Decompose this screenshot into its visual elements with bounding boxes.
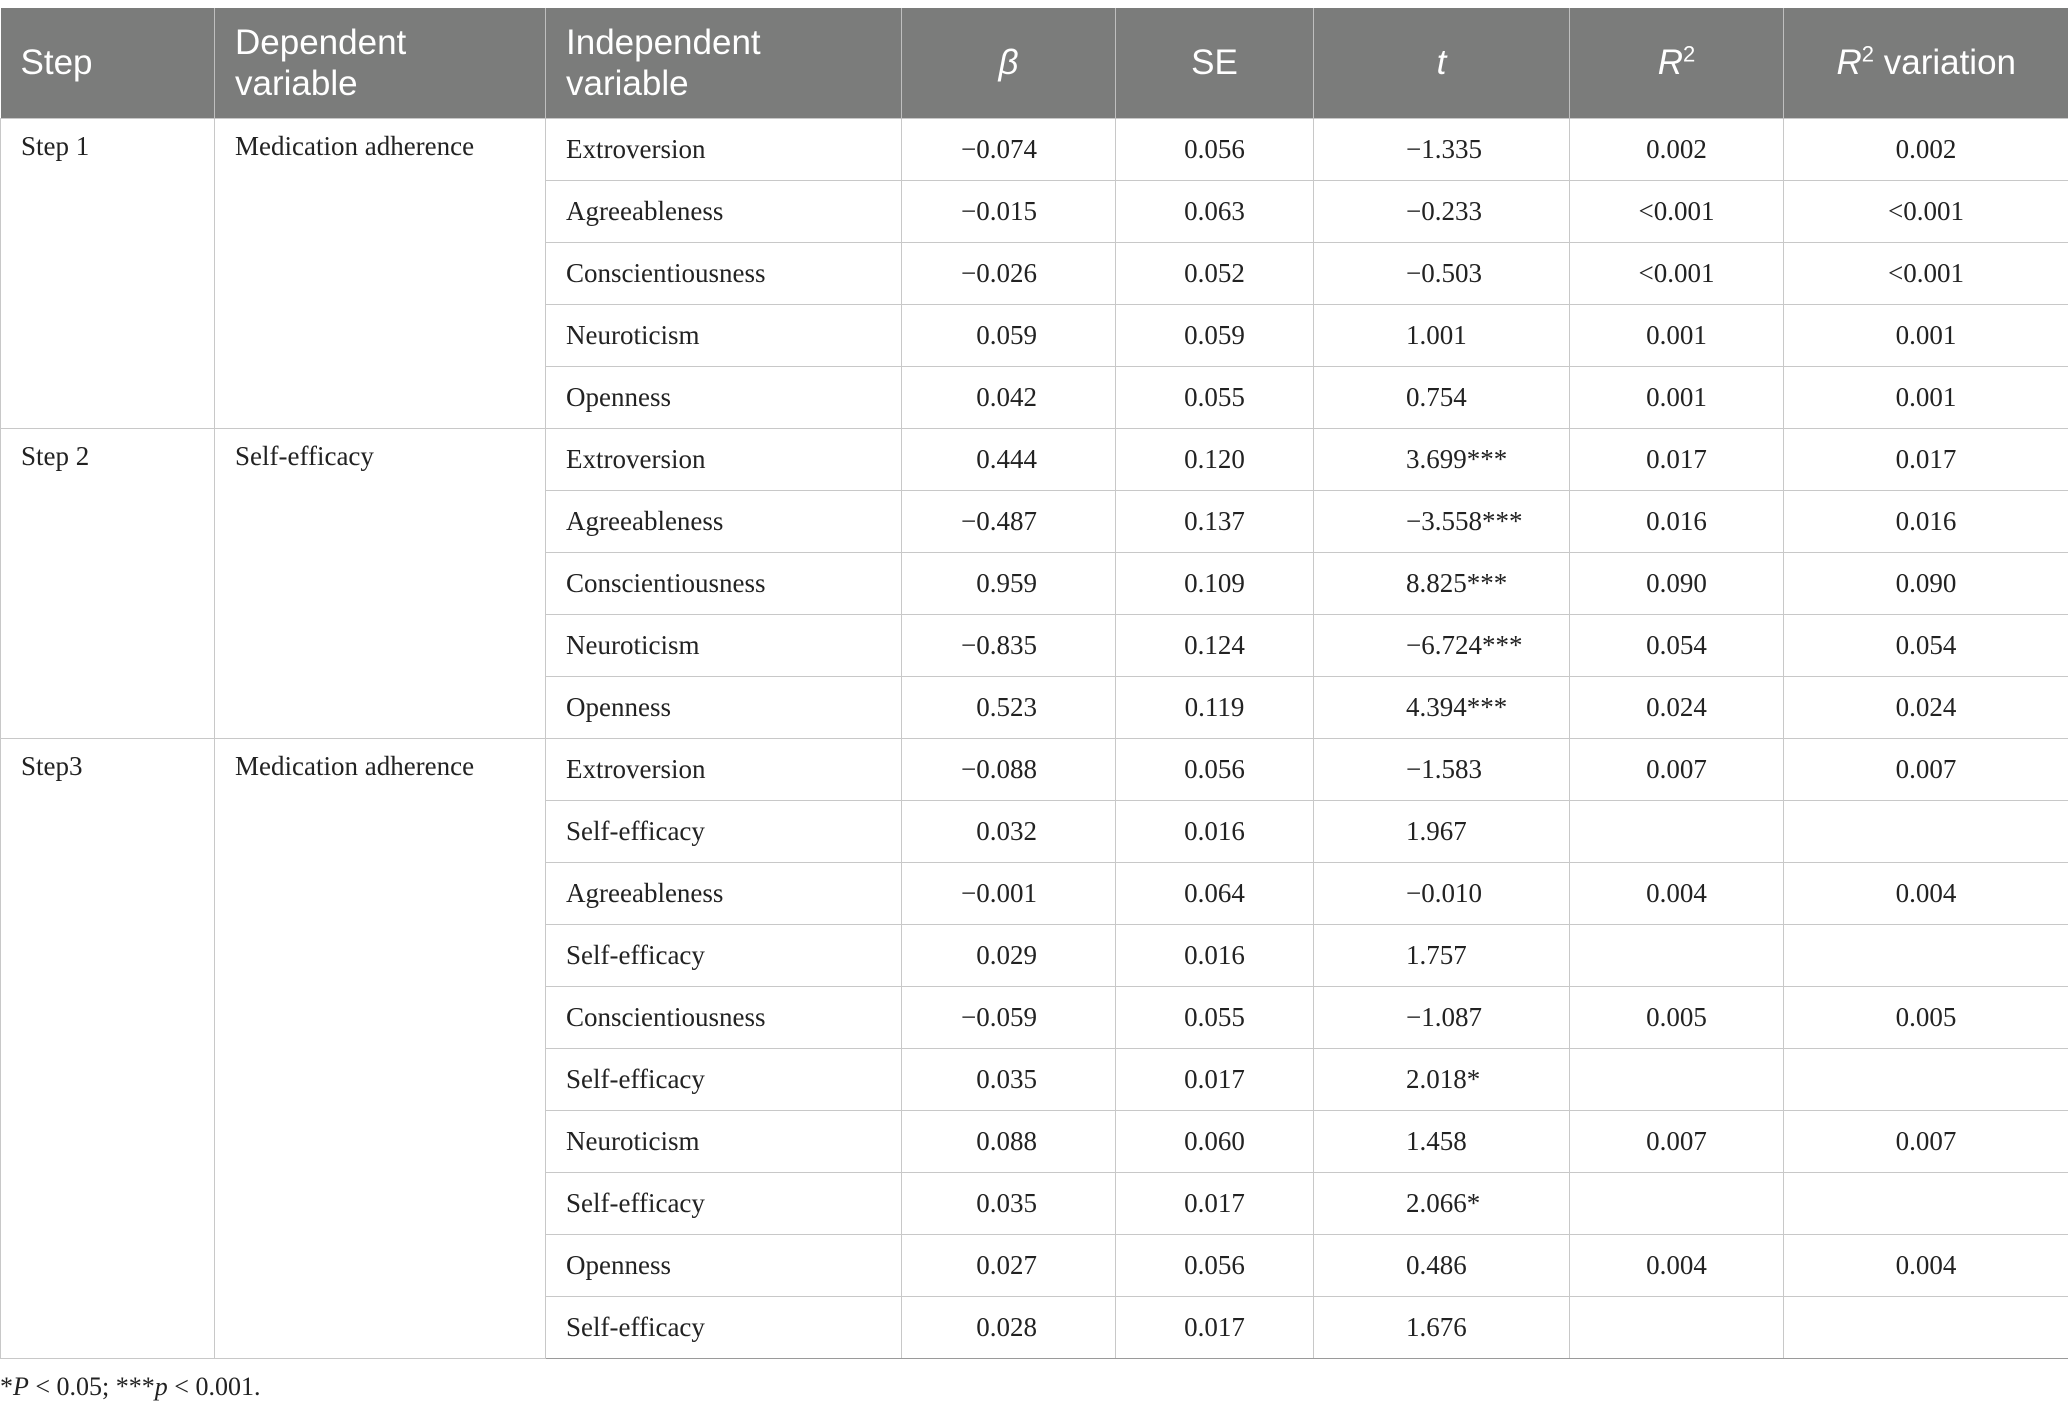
table-footnote: [0, 1372, 260, 1402]
t-cell: −0.503: [1314, 242, 1570, 304]
independent-variable-cell: Extroversion: [546, 428, 902, 490]
beta-cell: 0.059: [902, 304, 1116, 366]
se-cell: 0.056: [1116, 118, 1314, 180]
r-squared-variation-cell: <0.001: [1784, 180, 2068, 242]
t-cell: −3.558***: [1314, 490, 1570, 552]
r-squared-cell: 0.054: [1570, 614, 1784, 676]
se-cell: 0.056: [1116, 738, 1314, 800]
se-cell: 0.064: [1116, 862, 1314, 924]
se-cell: 0.124: [1116, 614, 1314, 676]
r-squared-variation-cell: 0.007: [1784, 738, 2068, 800]
r-squared-variation-cell: [1784, 924, 2068, 986]
r-squared-cell: 0.001: [1570, 366, 1784, 428]
se-cell: 0.052: [1116, 242, 1314, 304]
table-row: [1, 428, 2068, 490]
t-cell: 8.825***: [1314, 552, 1570, 614]
independent-variable-cell: Self-efficacy: [546, 800, 902, 862]
header-t: [1314, 8, 1570, 118]
t-cell: −1.087: [1314, 986, 1570, 1048]
header-r-squared: [1570, 8, 1784, 118]
r-squared-cell: 0.002: [1570, 118, 1784, 180]
header-t-label: t: [1436, 43, 1447, 83]
t-cell: 0.754: [1314, 366, 1570, 428]
se-cell: 0.063: [1116, 180, 1314, 242]
se-cell: 0.137: [1116, 490, 1314, 552]
r-squared-cell: [1570, 1048, 1784, 1110]
beta-cell: −0.001: [902, 862, 1116, 924]
header-beta-label: β: [998, 43, 1019, 83]
r-squared-variation-cell: <0.001: [1784, 242, 2068, 304]
r-squared-cell: [1570, 1296, 1784, 1358]
beta-cell: 0.032: [902, 800, 1116, 862]
r-squared-variation-cell: [1784, 1048, 2068, 1110]
independent-variable-cell: Openness: [546, 366, 902, 428]
independent-variable-cell: Conscientiousness: [546, 986, 902, 1048]
r-squared-cell: 0.001: [1570, 304, 1784, 366]
independent-variable-cell: Self-efficacy: [546, 1048, 902, 1110]
header-r2v-suffix: variation: [1874, 43, 2017, 83]
beta-cell: 0.028: [902, 1296, 1116, 1358]
r-squared-cell: [1570, 1172, 1784, 1234]
t-cell: −0.233: [1314, 180, 1570, 242]
header-r2-sup: 2: [1683, 41, 1696, 67]
independent-variable-cell: Openness: [546, 1234, 902, 1296]
se-cell: 0.017: [1116, 1172, 1314, 1234]
r-squared-cell: 0.005: [1570, 986, 1784, 1048]
t-cell: −6.724***: [1314, 614, 1570, 676]
step-cell: Step 1: [1, 118, 215, 428]
step-cell: Step3: [1, 738, 215, 1358]
se-cell: 0.056: [1116, 1234, 1314, 1296]
beta-cell: −0.487: [902, 490, 1116, 552]
independent-variable-cell: Openness: [546, 676, 902, 738]
beta-cell: −0.015: [902, 180, 1116, 242]
header-beta: [902, 8, 1116, 118]
independent-variable-cell: Neuroticism: [546, 1110, 902, 1172]
step-cell: Step 2: [1, 428, 215, 738]
beta-cell: 0.029: [902, 924, 1116, 986]
se-cell: 0.017: [1116, 1048, 1314, 1110]
t-cell: 1.676: [1314, 1296, 1570, 1358]
independent-variable-cell: Conscientiousness: [546, 552, 902, 614]
se-cell: 0.017: [1116, 1296, 1314, 1358]
se-cell: 0.060: [1116, 1110, 1314, 1172]
r-squared-cell: [1570, 800, 1784, 862]
table-header: [1, 8, 2068, 118]
beta-cell: 0.027: [902, 1234, 1116, 1296]
se-cell: 0.120: [1116, 428, 1314, 490]
beta-cell: 0.042: [902, 366, 1116, 428]
independent-variable-cell: Neuroticism: [546, 304, 902, 366]
r-squared-variation-cell: 0.002: [1784, 118, 2068, 180]
independent-variable-cell: Self-efficacy: [546, 924, 902, 986]
table-row: [1, 118, 2068, 180]
independent-variable-cell: Extroversion: [546, 738, 902, 800]
r-squared-variation-cell: 0.016: [1784, 490, 2068, 552]
beta-cell: 0.088: [902, 1110, 1116, 1172]
footnote-p-lower: p: [154, 1372, 168, 1401]
dependent-variable-cell: Medication adherence: [215, 118, 546, 428]
header-r2v-sup: 2: [1861, 41, 1874, 67]
r-squared-variation-cell: 0.090: [1784, 552, 2068, 614]
independent-variable-cell: Agreeableness: [546, 180, 902, 242]
r-squared-variation-cell: [1784, 1172, 2068, 1234]
t-cell: 1.458: [1314, 1110, 1570, 1172]
r-squared-variation-cell: 0.024: [1784, 676, 2068, 738]
t-cell: 4.394***: [1314, 676, 1570, 738]
header-dependent-variable: Dependent variable: [215, 8, 546, 118]
beta-cell: 0.035: [902, 1048, 1116, 1110]
t-cell: 2.066*: [1314, 1172, 1570, 1234]
independent-variable-cell: Agreeableness: [546, 862, 902, 924]
se-cell: 0.055: [1116, 986, 1314, 1048]
r-squared-variation-cell: 0.004: [1784, 862, 2068, 924]
independent-variable-cell: Agreeableness: [546, 490, 902, 552]
header-se: SE: [1116, 8, 1314, 118]
regression-table: [0, 8, 2068, 1359]
r-squared-cell: 0.007: [1570, 738, 1784, 800]
r-squared-variation-cell: 0.017: [1784, 428, 2068, 490]
t-cell: 2.018*: [1314, 1048, 1570, 1110]
dependent-variable-cell: Self-efficacy: [215, 428, 546, 738]
r-squared-cell: 0.017: [1570, 428, 1784, 490]
table-row: [1, 738, 2068, 800]
r-squared-cell: [1570, 924, 1784, 986]
r-squared-variation-cell: [1784, 800, 2068, 862]
r-squared-variation-cell: [1784, 1296, 2068, 1358]
r-squared-variation-cell: 0.005: [1784, 986, 2068, 1048]
footnote-mark: *: [0, 1372, 13, 1401]
beta-cell: 0.035: [902, 1172, 1116, 1234]
t-cell: −0.010: [1314, 862, 1570, 924]
se-cell: 0.119: [1116, 676, 1314, 738]
independent-variable-cell: Neuroticism: [546, 614, 902, 676]
table-body: [1, 118, 2068, 1358]
r-squared-cell: 0.016: [1570, 490, 1784, 552]
se-cell: 0.109: [1116, 552, 1314, 614]
beta-cell: 0.959: [902, 552, 1116, 614]
independent-variable-cell: Self-efficacy: [546, 1172, 902, 1234]
independent-variable-cell: Self-efficacy: [546, 1296, 902, 1358]
header-r2-base: R: [1657, 43, 1684, 83]
r-squared-cell: 0.090: [1570, 552, 1784, 614]
r-squared-variation-cell: 0.004: [1784, 1234, 2068, 1296]
dependent-variable-cell: Medication adherence: [215, 738, 546, 1358]
r-squared-variation-cell: 0.001: [1784, 366, 2068, 428]
independent-variable-cell: Conscientiousness: [546, 242, 902, 304]
independent-variable-cell: Extroversion: [546, 118, 902, 180]
t-cell: 0.486: [1314, 1234, 1570, 1296]
t-cell: 1.001: [1314, 304, 1570, 366]
se-cell: 0.059: [1116, 304, 1314, 366]
r-squared-variation-cell: 0.001: [1784, 304, 2068, 366]
t-cell: 3.699***: [1314, 428, 1570, 490]
footnote-threshold-2: < 0.001.: [167, 1372, 261, 1401]
t-cell: −1.335: [1314, 118, 1570, 180]
header-independent-variable: Independent variable: [546, 8, 902, 118]
r-squared-variation-cell: 0.007: [1784, 1110, 2068, 1172]
beta-cell: 0.444: [902, 428, 1116, 490]
t-cell: 1.757: [1314, 924, 1570, 986]
beta-cell: −0.835: [902, 614, 1116, 676]
footnote-threshold-1: < 0.05; ***: [28, 1372, 155, 1401]
r-squared-cell: <0.001: [1570, 242, 1784, 304]
header-r-squared-variation: [1784, 8, 2068, 118]
footnote-p-upper: P: [13, 1372, 29, 1401]
r-squared-variation-cell: 0.054: [1784, 614, 2068, 676]
beta-cell: −0.088: [902, 738, 1116, 800]
r-squared-cell: 0.004: [1570, 1234, 1784, 1296]
r-squared-cell: 0.024: [1570, 676, 1784, 738]
r-squared-cell: 0.004: [1570, 862, 1784, 924]
t-cell: 1.967: [1314, 800, 1570, 862]
se-cell: 0.055: [1116, 366, 1314, 428]
header-r2v-base: R: [1836, 43, 1862, 83]
se-cell: 0.016: [1116, 800, 1314, 862]
beta-cell: −0.026: [902, 242, 1116, 304]
r-squared-cell: <0.001: [1570, 180, 1784, 242]
header-step: Step: [1, 8, 215, 118]
r-squared-cell: 0.007: [1570, 1110, 1784, 1172]
beta-cell: −0.074: [902, 118, 1116, 180]
header-row: [1, 8, 2068, 118]
beta-cell: −0.059: [902, 986, 1116, 1048]
t-cell: −1.583: [1314, 738, 1570, 800]
se-cell: 0.016: [1116, 924, 1314, 986]
beta-cell: 0.523: [902, 676, 1116, 738]
